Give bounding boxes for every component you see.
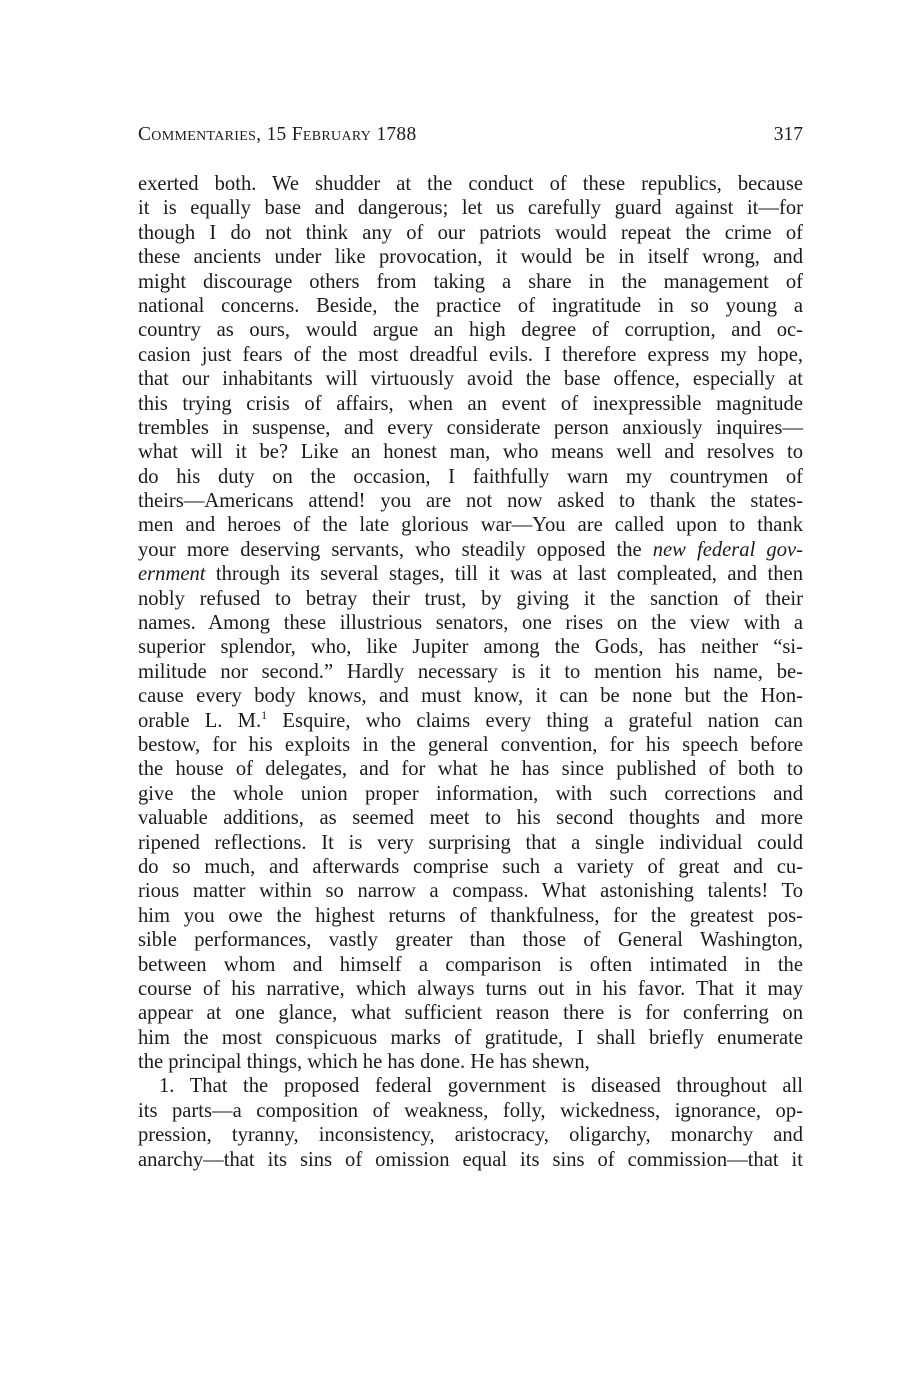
italic-text: new federal gov-	[652, 538, 803, 561]
text-line: valuable additions, as seemed meet to his second thoughts and more	[138, 807, 803, 830]
text-line: rious matter within so narrow a compass. What astonishing talents! To	[138, 880, 803, 903]
text-line: theirs—Americans attend! you are not now asked to thank the states-	[138, 490, 803, 513]
text-line: exerted both. We shudder at the conduct of these republics, because	[138, 173, 803, 195]
text-line: the house of delegates, and for what he has since published of both to	[138, 758, 803, 781]
text-line: pression, tyranny, inconsistency, aristocracy, oligarchy, monarchy and	[138, 1124, 803, 1147]
text-line	[138, 709, 803, 733]
text-line: do his duty on the occasion, I faithfully warn my countrymen of	[138, 465, 803, 488]
text-line: give the whole union proper information, with such corrections and	[138, 782, 803, 805]
text-line: that our inhabitants will virtuously avoid the base offence, especially at	[138, 368, 803, 391]
text-line: it is equally base and dangerous; let us carefully guard against it—for	[138, 197, 803, 220]
text-line: this trying crisis of affairs, when an event of inexpressible magnitude	[138, 392, 803, 415]
text-line: trembles in suspense, and every considerate person anxiously inquires—	[138, 416, 803, 439]
text-line: sible performances, vastly greater than those of General Washington,	[138, 929, 803, 952]
text-line	[138, 538, 803, 562]
text-line: its parts—a composition of weakness, folly, wickedness, ignorance, op-	[138, 1099, 803, 1122]
text-line: anarchy—that its sins of omission equal its sins of commission—that it	[138, 1148, 803, 1171]
document-page	[138, 124, 803, 1172]
body-text	[138, 172, 803, 1172]
text-line: national concerns. Beside, the practice of ingratitude in so young a	[138, 294, 803, 317]
text-line: nobly refused to betray their trust, by giving it the sanction of their	[138, 587, 803, 610]
text-line: appear at one glance, what sufficient reason there is for conferring on	[138, 1002, 803, 1025]
italic-text: ernment	[138, 563, 206, 586]
text-line: ripened reflections. It is very surprising that a single individual could	[138, 831, 803, 854]
text-line: these ancients under like provocation, it would be in itself wrong, and	[138, 246, 803, 269]
running-head-title: Commentaries, 15 February 1788	[138, 124, 417, 145]
text-line	[138, 562, 803, 586]
text-line: him the most conspicuous marks of gratitude, I shall briefly enumerate	[138, 1026, 803, 1049]
footnote-marker: 1	[261, 707, 268, 722]
text-line: cause every body knows, and must know, it can be none but the Hon-	[138, 685, 803, 708]
text-line: him you owe the highest returns of thankfulness, for the greatest pos-	[138, 904, 803, 927]
text-line: do so much, and afterwards comprise such a variety of great and cu-	[138, 855, 803, 878]
text-span: your more deserving servants, who steadily opposed the	[138, 538, 653, 561]
text-line: superior splendor, who, like Jupiter among the Gods, has neither “si-	[138, 636, 803, 659]
text-span: Esquire, who claims every thing a grateful nation can	[267, 709, 803, 732]
text-line: men and heroes of the late glorious war—You are called upon to thank	[138, 514, 803, 537]
page-number: 317	[773, 124, 803, 145]
text-span: through its several stages, till it was at last compleated, and then	[205, 563, 803, 586]
text-line: the principal things, which he has done. He has shewn,	[138, 1051, 590, 1074]
text-line: casion just fears of the most dreadful evils. I therefore express my hope,	[138, 343, 803, 366]
text-line: between whom and himself a comparison is often intimated in the	[138, 953, 803, 976]
text-line: course of his narrative, which always turns out in his favor. That it may	[138, 977, 803, 1000]
text-line: though I do not think any of our patriots would repeat the crime of	[138, 221, 803, 244]
text-line: militude nor second.” Hardly necessary is it to mention his name, be-	[138, 660, 803, 683]
text-line: might discourage others from taking a share in the management of	[138, 270, 803, 293]
text-span: orable L. M.	[138, 709, 262, 732]
running-head	[138, 124, 803, 154]
text-line: 1. That the proposed federal government is diseased throughout all	[159, 1075, 803, 1098]
text-line: country as ours, would argue an high degree of corruption, and oc-	[138, 319, 803, 342]
text-line: what will it be? Like an honest man, who means well and resolves to	[138, 441, 803, 464]
text-line: names. Among these illustrious senators, one rises on the view with a	[138, 612, 803, 635]
text-line: bestow, for his exploits in the general convention, for his speech before	[138, 733, 803, 756]
